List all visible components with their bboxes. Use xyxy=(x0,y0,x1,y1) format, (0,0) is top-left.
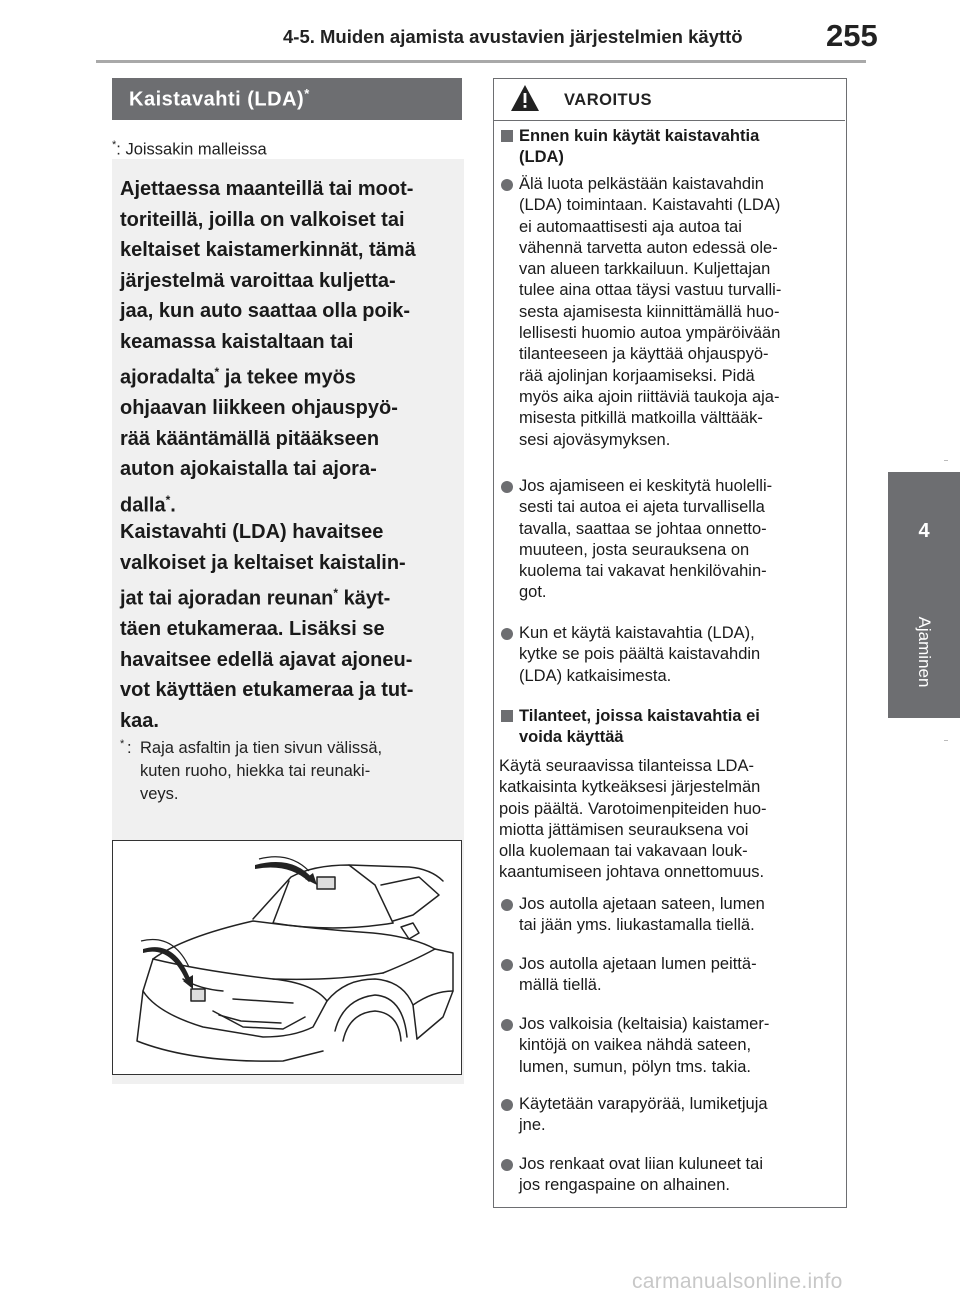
bullet-line: tai jään yms. liukastamalla tiellä. xyxy=(519,916,755,935)
note-asterisk: * xyxy=(120,738,125,750)
header-divider xyxy=(96,60,866,63)
chapter-number: 4 xyxy=(918,520,930,542)
bullet-line: sesti tai autoa ei ajeta turvallisella xyxy=(519,498,765,517)
subheading-line: Ennen kuin käytät kaistavahtia xyxy=(519,127,760,145)
warning-bullet-7 xyxy=(519,1094,839,1137)
paragraph-line: olla kuolemaan tai vakavaan louk- xyxy=(499,842,748,861)
asterisk: * xyxy=(214,365,220,379)
intro-fragment: jat tai ajoradan reunan xyxy=(120,587,334,610)
model-footnote xyxy=(112,139,267,160)
intro-line xyxy=(120,485,455,521)
warning-triangle-icon xyxy=(510,84,540,112)
subheading-line: Tilanteet, joissa kaistavahtia ei xyxy=(519,707,760,725)
warning-subheading-1 xyxy=(519,126,844,168)
asterisk: * xyxy=(165,492,171,507)
bullet-line: Jos autolla ajetaan sateen, lumen xyxy=(519,895,765,913)
intro-fragment: ajoradalta xyxy=(120,366,215,389)
warning-bullet-4 xyxy=(519,894,839,937)
intro-line: jaa, kun auto saattaa olla poik- xyxy=(120,300,411,322)
note-line: kuten ruoho, hiekka tai reunaki- xyxy=(140,762,371,780)
intro-line: keamassa kaistaltaan tai xyxy=(120,330,354,353)
warning-title: VAROITUS xyxy=(564,91,653,109)
intro-line xyxy=(120,578,455,614)
intro-line: toriteillä, joilla on valkoiset tai xyxy=(120,208,405,231)
intro-line: valkoiset ja keltaiset kaistalin- xyxy=(120,551,406,574)
paragraph-line: pois päältä. Varotoimenpiteiden huo- xyxy=(499,799,767,818)
intro-fragment: ja tekee myös xyxy=(219,366,356,389)
running-header: 4-5. Muiden ajamista avustavien järjestelmien käyttö xyxy=(283,26,743,47)
intro-line: Kaistavahti (LDA) havaitsee xyxy=(120,521,384,543)
bullet-line: kintöjä on vaikea nähdä sateen, xyxy=(519,1036,752,1055)
intro-line: auton ajokaistalla tai ajora- xyxy=(120,458,377,481)
note-line: Raja asfaltin ja tien sivun välissä, xyxy=(140,739,383,757)
heading-asterisk: * xyxy=(304,86,310,101)
square-bullet-icon xyxy=(501,130,513,142)
car-front-camera-illustration xyxy=(112,840,462,1075)
bullet-line: tavalla, saattaa se johtaa onnetto- xyxy=(519,519,767,538)
bullet-line: vähennä tarvetta auton edessä ole- xyxy=(519,238,778,257)
bullet-line: tulee aina ottaa täysi vastuu turvalli- xyxy=(519,281,782,300)
paragraph-line: miotta jättämisen seurauksena voi xyxy=(499,820,749,839)
note-line: veys. xyxy=(140,785,179,803)
intro-line: täen etukameraa. Lisäksi se xyxy=(120,618,385,641)
note-colon: : xyxy=(127,739,132,757)
site-watermark: carmanualsonline.info xyxy=(632,1270,843,1293)
bullet-line: jne. xyxy=(519,1116,546,1135)
intro-line: kaa. xyxy=(120,709,159,732)
bullet-line: lumen, sumun, pölyn tms. takia. xyxy=(519,1057,752,1076)
warning-bullet-5 xyxy=(519,954,839,997)
crop-mark xyxy=(944,460,948,461)
intro-footnote xyxy=(120,737,450,806)
bullet-line: (LDA) katkaisimesta. xyxy=(519,666,672,685)
bullet-line: (LDA) toimintaan. Kaistavahti (LDA) xyxy=(519,196,781,215)
intro-paragraph-1 xyxy=(120,174,455,521)
paragraph-line: kaantumiseen johtava onnettomuus. xyxy=(499,863,765,882)
round-bullet-icon xyxy=(501,899,513,911)
crop-mark xyxy=(944,740,948,741)
round-bullet-icon xyxy=(501,1019,513,1031)
bullet-line: lellisesti huomio autoa ympäröivään xyxy=(519,324,781,343)
intro-line: havaitsee edellä ajavat ajoneu- xyxy=(120,648,413,671)
round-bullet-icon xyxy=(501,628,513,640)
subheading-line: voida käyttää xyxy=(519,728,624,746)
page-number: 255 xyxy=(826,18,878,53)
intro-fragment: dalla xyxy=(120,494,166,517)
warning-bullet-3 xyxy=(519,623,839,687)
round-bullet-icon xyxy=(501,959,513,971)
bullet-line: jos rengaspaine on alhainen. xyxy=(519,1176,730,1195)
bullet-line: tilanteeseen ja käyttää ohjauspyö- xyxy=(519,345,769,364)
section-heading-text: Kaistavahti (LDA) xyxy=(129,88,305,111)
intro-line: Ajettaessa maanteillä tai moot- xyxy=(120,178,414,200)
bullet-line: Jos ajamiseen ei keskitytä huolelli- xyxy=(519,477,773,495)
footnote-asterisk: * xyxy=(112,139,117,151)
asterisk: * xyxy=(333,586,339,600)
bullet-line: myös aika ajoin riittäviä taukoja aja- xyxy=(519,387,780,406)
intro-fragment: käyt- xyxy=(338,587,391,610)
warning-bullet-1 xyxy=(519,174,839,451)
round-bullet-icon xyxy=(501,481,513,493)
bullet-line: Jos autolla ajetaan lumen peittä- xyxy=(519,955,757,973)
bullet-line: muuteen, josta seurauksena on xyxy=(519,540,750,559)
bullet-line: mällä tiellä. xyxy=(519,976,602,995)
intro-line: keltaiset kaistamerkinnät, tämä xyxy=(120,239,416,261)
warning-bullet-2 xyxy=(519,476,839,604)
bullet-line: got. xyxy=(519,583,547,602)
round-bullet-icon xyxy=(501,1099,513,1111)
intro-line: vot käyttäen etukameraa ja tut- xyxy=(120,679,414,702)
paragraph-line: katkaisinta kytkeäksesi järjestelmän xyxy=(499,778,761,797)
bullet-line: ei automaattisesti aja autoa tai xyxy=(519,217,742,236)
bullet-line: rää ajolinjan korjaamiseksi. Pidä xyxy=(519,366,755,385)
bullet-line: Jos renkaat ovat liian kuluneet tai xyxy=(519,1155,763,1173)
intro-line: ohjaavan liikkeen ohjauspyö- xyxy=(120,397,398,420)
intro-paragraph-2 xyxy=(120,517,455,736)
warning-bullet-6 xyxy=(519,1014,839,1078)
bullet-line: Jos valkoisia (keltaisia) kaistamer- xyxy=(519,1015,770,1033)
intro-fragment: . xyxy=(170,494,176,517)
bullet-line: kytke se pois päältä kaistavahdin xyxy=(519,645,761,664)
warning-header xyxy=(494,79,845,121)
chapter-tab xyxy=(888,472,960,718)
chapter-label: Ajaminen xyxy=(915,616,934,688)
bullet-line: Käytetään varapyörää, lumiketjuja xyxy=(519,1095,768,1113)
warning-subheading-2 xyxy=(519,706,844,748)
bullet-line: Kun et käytä kaistavahtia (LDA), xyxy=(519,624,755,642)
warning-paragraph xyxy=(499,756,839,884)
round-bullet-icon xyxy=(501,1159,513,1171)
bullet-line: kuolema tai vakavat henkilövahin- xyxy=(519,562,767,581)
section-heading xyxy=(112,78,462,120)
bullet-line: sesta ajamisesta kiinnittämällä huo- xyxy=(519,302,780,321)
intro-line: järjestelmä varoittaa kuljetta- xyxy=(120,269,396,292)
bullet-line: van alueen tarkkailuun. Kuljettajan xyxy=(519,260,771,279)
subheading-line: (LDA) xyxy=(519,148,564,166)
paragraph-line: Käytä seuraavissa tilanteissa LDA- xyxy=(499,757,754,775)
intro-line: rää kääntämällä pitääkseen xyxy=(120,427,380,450)
bullet-line: Älä luota pelkästään kaistavahdin xyxy=(519,175,764,193)
footnote-text: : Joissakin malleissa xyxy=(116,140,267,159)
warning-bullet-8 xyxy=(519,1154,839,1197)
car-line-drawing xyxy=(113,841,460,1073)
round-bullet-icon xyxy=(501,179,513,191)
square-bullet-icon xyxy=(501,710,513,722)
intro-line xyxy=(120,357,455,393)
bullet-line: sesi ajoväsymyksen. xyxy=(519,430,671,449)
bullet-line: misesta pitkillä matkoilla välttääk- xyxy=(519,409,763,428)
